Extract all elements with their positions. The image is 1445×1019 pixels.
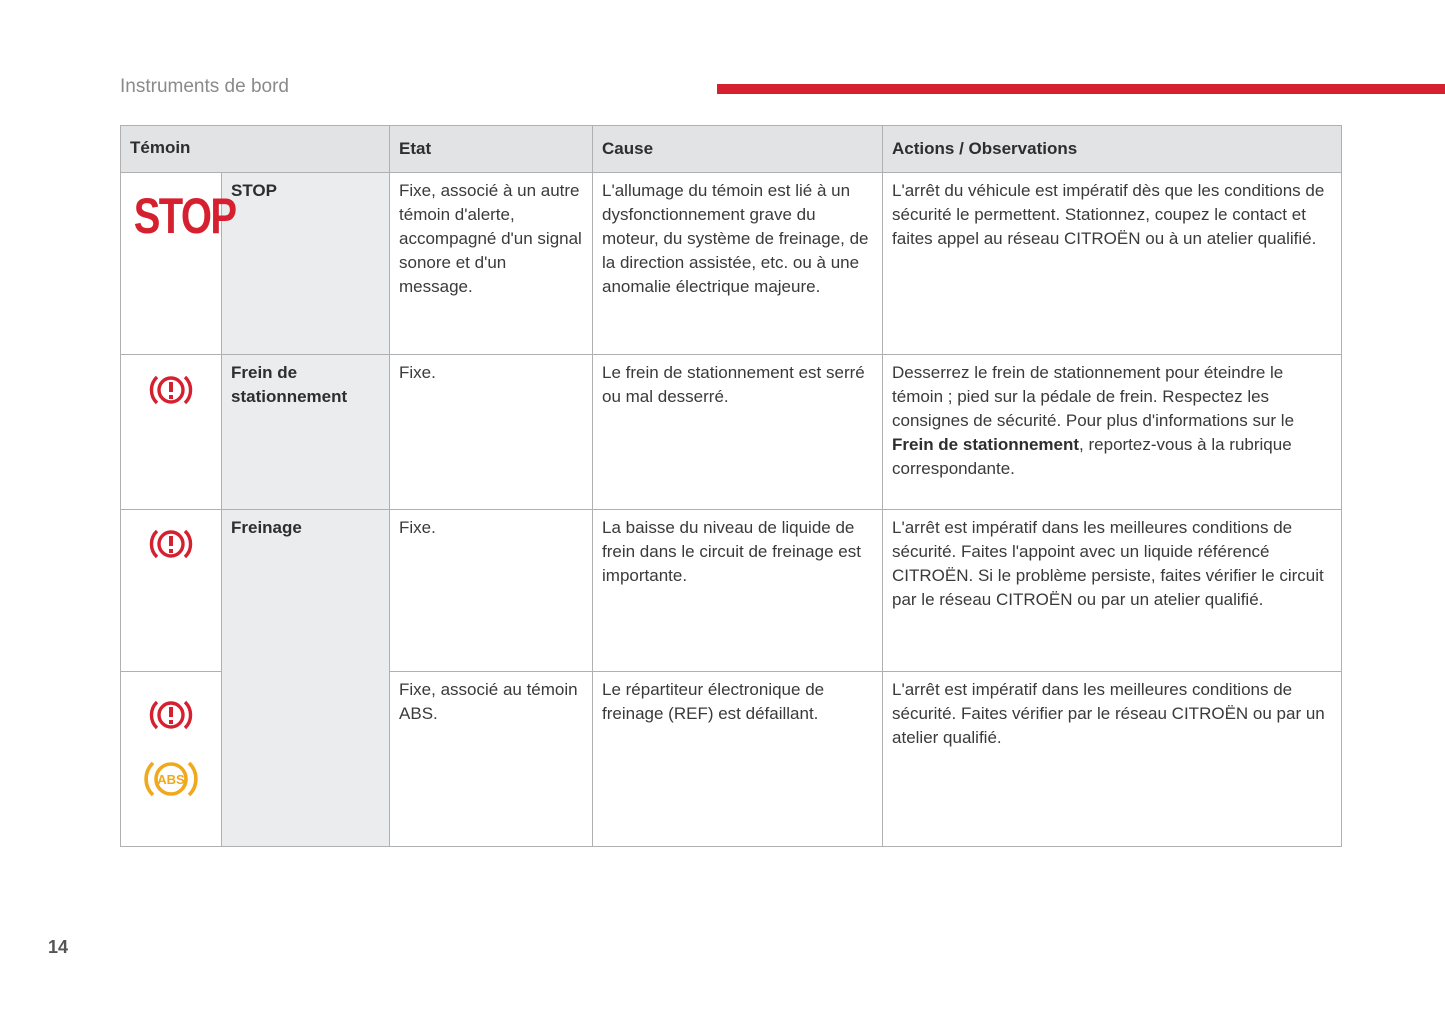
header-etat: Etat [390, 126, 593, 173]
icon-cell [121, 355, 222, 510]
cause-cell: L'allumage du témoin est lié à un dysfonctionnement grave du moteur, du système de freinage, de la direction assistée, etc. ou à une anomalie électrique majeure. [593, 173, 883, 355]
brake-warning-icon [146, 370, 196, 410]
actions-cell: L'arrêt du véhicule est impératif dès que les conditions de sécurité le permettent. Stationnez, coupez le contact et faites appel au réseau CITROËN ou à un atelier qualifié. [883, 173, 1342, 355]
actions-cell: L'arrêt est impératif dans les meilleures conditions de sécurité. Faites l'appoint avec un liquide référencé CITROËN. Si le problème persiste, faites vérifier le circuit par le réseau CITROËN ou par un atelier qualifié. [883, 510, 1342, 672]
etat-cell: Fixe. [390, 510, 593, 672]
icon-cell [121, 672, 222, 847]
icon-cell [121, 173, 236, 355]
cause-cell: Le répartiteur électronique de freinage (REF) est défaillant. [593, 672, 883, 847]
abs-warning-icon [141, 755, 201, 803]
table-row [121, 173, 1342, 355]
etat-cell: Fixe, associé au témoin ABS. [390, 672, 593, 847]
header-cause: Cause [593, 126, 883, 173]
reference-link-text: Frein de stationnement [892, 435, 1080, 454]
header-accent-bar [717, 84, 1445, 94]
table-row [121, 510, 1342, 672]
warning-lights-table [120, 125, 1342, 847]
page-number: 14 [48, 937, 69, 957]
etat-cell: Fixe, associé à un autre témoin d'alerte, accompagné d'un signal sonore et d'un message. [390, 173, 593, 355]
name-cell [222, 510, 390, 847]
table-header-row [121, 126, 1342, 173]
actions-cell: Desserrez le frein de stationnement pour éteindre le témoin ; pied sur la pédale de frein. Respectez les consignes de sécurité. Pour plus d'informations sur le Frein de stationnement, reportez-vous à la rubrique correspondante. [883, 355, 1342, 510]
warning-name: STOP [231, 181, 277, 200]
stop-warning-icon: STOP [133, 188, 236, 244]
warning-name: Frein de stationnement [231, 363, 348, 406]
etat-cell: Fixe. [390, 355, 593, 510]
table-row [121, 355, 1342, 510]
name-cell [222, 173, 390, 355]
icon-cell [121, 510, 222, 672]
section-title: Instruments de bord [120, 76, 289, 97]
header-temoin: Témoin [121, 126, 390, 173]
warning-name: Freinage [231, 518, 302, 537]
brake-warning-icon [146, 695, 196, 735]
abs-icon-label: ABS [157, 772, 185, 787]
cause-cell: La baisse du niveau de liquide de frein dans le circuit de freinage est importante. [593, 510, 883, 672]
cause-cell: Le frein de stationnement est serré ou mal desserré. [593, 355, 883, 510]
actions-cell: L'arrêt est impératif dans les meilleures conditions de sécurité. Faites vérifier par le réseau CITROËN ou par un atelier qualifié. [883, 672, 1342, 847]
name-cell [222, 355, 390, 510]
brake-warning-icon [146, 524, 196, 564]
header-actions: Actions / Observations [883, 126, 1342, 173]
